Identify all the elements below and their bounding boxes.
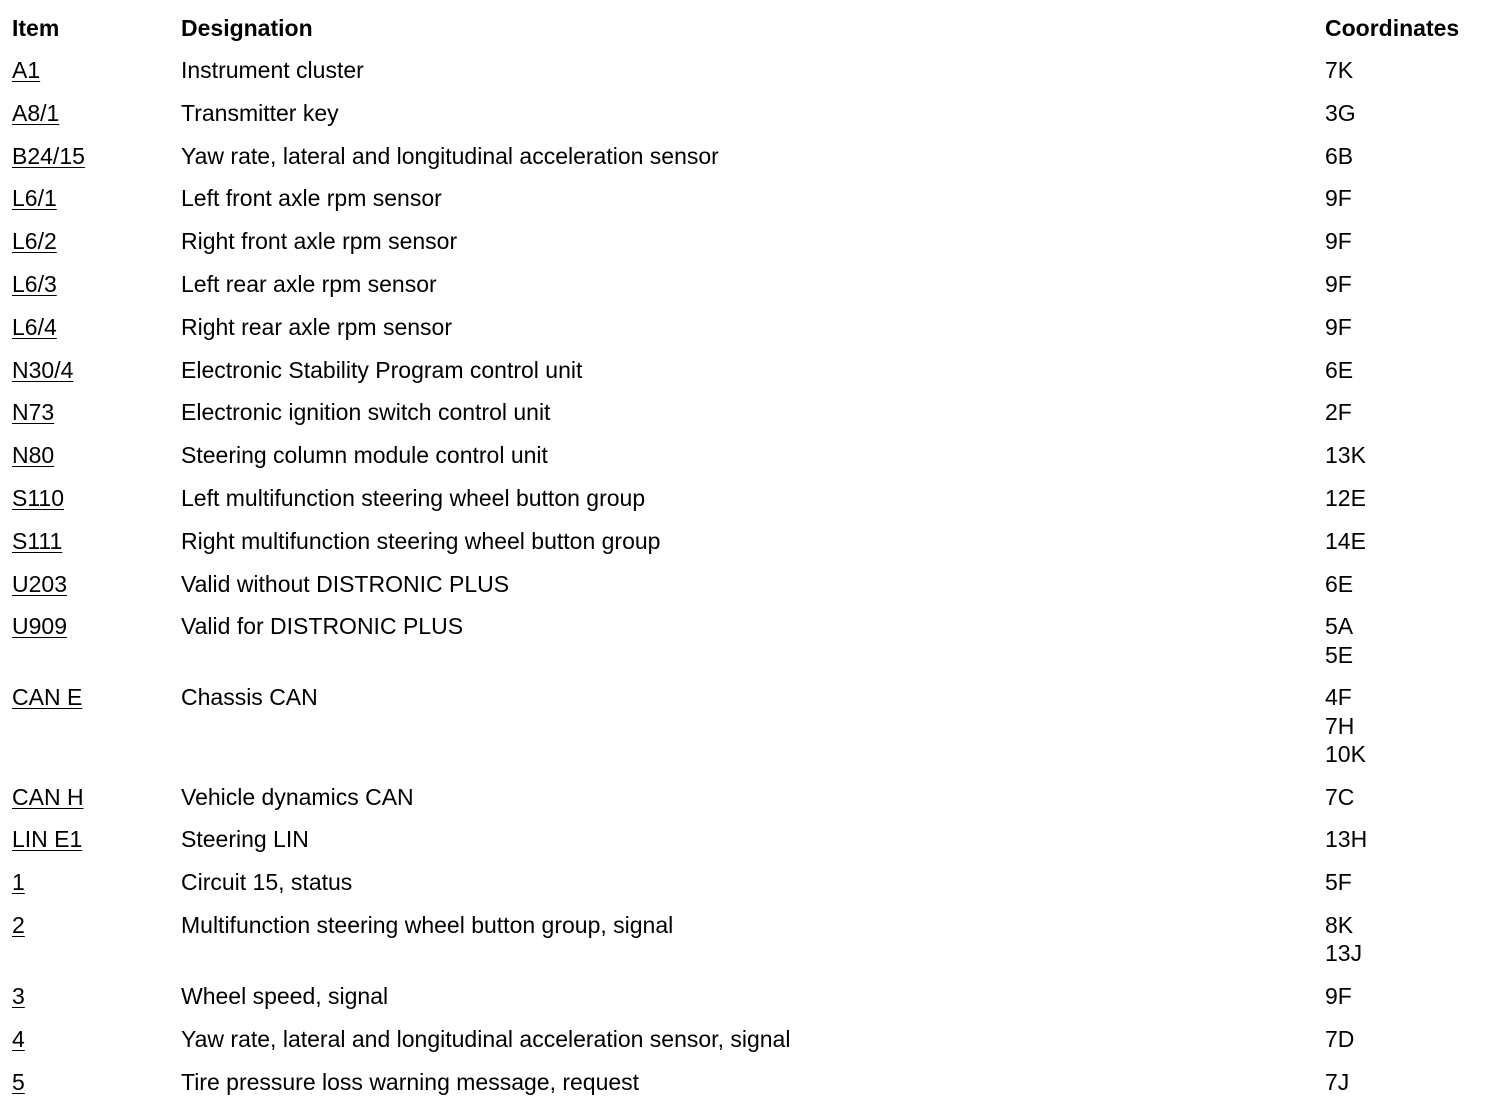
item-link[interactable]: N73 — [12, 399, 55, 426]
coordinates-cell — [1325, 441, 1504, 469]
coordinates-cell — [1325, 825, 1504, 853]
coordinate-value: 6E — [1325, 356, 1354, 383]
table-row — [0, 825, 1504, 868]
coordinate-value: 12E — [1325, 484, 1366, 511]
designation-text: Steering LIN — [181, 826, 309, 853]
coordinate-value: 13H — [1325, 826, 1368, 853]
coordinate-value: 7D — [1325, 1025, 1355, 1052]
designation-text: Tire pressure loss warning message, request — [181, 1068, 640, 1095]
coordinate-value: 9F — [1325, 982, 1352, 1009]
designation-text: Yaw rate, lateral and longitudinal acceleration sensor, signal — [181, 1025, 791, 1052]
table-row — [0, 484, 1504, 527]
coordinate-value: 9F — [1325, 228, 1352, 255]
item-link[interactable]: U203 — [12, 570, 67, 597]
coordinate-value: 2F — [1325, 399, 1352, 426]
designation-text: Valid without DISTRONIC PLUS — [181, 570, 510, 597]
coordinate-value: 9F — [1325, 270, 1352, 297]
designation-text: Electronic Stability Program control unit — [181, 356, 583, 383]
coordinates-cell — [1325, 1068, 1504, 1096]
item-link[interactable]: L6/3 — [12, 270, 57, 297]
designation-text: Left front axle rpm sensor — [181, 185, 442, 212]
coordinates-cell — [1325, 982, 1504, 1010]
item-link[interactable]: N80 — [12, 442, 55, 469]
table-row — [0, 313, 1504, 356]
item-link[interactable]: 1 — [12, 869, 25, 896]
table-row — [0, 441, 1504, 484]
coordinate-value: 13J — [1325, 940, 1363, 967]
item-link[interactable]: S111 — [12, 527, 63, 554]
designation-text: Transmitter key — [181, 99, 339, 126]
item-link[interactable]: L6/4 — [12, 313, 57, 340]
designation-text: Chassis CAN — [181, 684, 318, 711]
item-link[interactable]: CAN H — [12, 783, 84, 810]
coordinate-value: 14E — [1325, 527, 1366, 554]
designation-text: Vehicle dynamics CAN — [181, 783, 414, 810]
item-link[interactable]: L6/1 — [12, 185, 57, 212]
coordinate-value: 7C — [1325, 783, 1355, 810]
coordinate-value: 3G — [1325, 99, 1356, 126]
coordinate-value: 8K — [1325, 911, 1354, 938]
item-link[interactable]: 2 — [12, 911, 25, 938]
table-row — [0, 683, 1504, 782]
table-row — [0, 142, 1504, 185]
coordinates-cell — [1325, 313, 1504, 341]
coordinate-value: 7K — [1325, 57, 1354, 83]
coordinates-cell — [1325, 270, 1504, 298]
coordinate-value: 9F — [1325, 313, 1352, 340]
coordinate-value: 5A — [1325, 613, 1354, 640]
header-item: Item — [12, 15, 60, 41]
table-row — [0, 527, 1504, 570]
designation-text: Wheel speed, signal — [181, 982, 389, 1009]
coordinates-cell — [1325, 783, 1504, 811]
table-row — [0, 227, 1504, 270]
coordinates-cell — [1325, 683, 1504, 768]
table-row — [0, 56, 1504, 99]
item-link[interactable]: LIN E1 — [12, 826, 83, 853]
item-link[interactable]: CAN E — [12, 684, 83, 711]
item-link[interactable]: U909 — [12, 613, 67, 640]
table-row — [0, 1068, 1504, 1110]
item-link[interactable]: 3 — [12, 982, 25, 1009]
coordinates-cell — [1325, 527, 1504, 555]
coordinate-value: 4F — [1325, 684, 1352, 711]
table-row — [0, 1025, 1504, 1068]
table-row — [0, 184, 1504, 227]
table-row — [0, 911, 1504, 982]
coordinates-cell — [1325, 227, 1504, 255]
coordinate-value: 9F — [1325, 185, 1352, 212]
coordinates-cell — [1325, 570, 1504, 598]
coordinates-cell — [1325, 356, 1504, 384]
header-coordinates: Coordinates — [1325, 15, 1460, 41]
table-row — [0, 99, 1504, 142]
coordinates-cell — [1325, 184, 1504, 212]
coordinate-value: 6B — [1325, 142, 1354, 169]
coordinates-cell — [1325, 868, 1504, 896]
coordinates-cell — [1325, 484, 1504, 512]
item-link[interactable]: A1 — [12, 57, 41, 83]
designation-text: Instrument cluster — [181, 57, 364, 83]
designation-text: Yaw rate, lateral and longitudinal acceleration sensor — [181, 142, 719, 169]
coordinates-cell — [1325, 398, 1504, 426]
designation-text: Electronic ignition switch control unit — [181, 399, 551, 426]
designation-text: Right front axle rpm sensor — [181, 228, 458, 255]
designation-text: Multifunction steering wheel button group, signal — [181, 911, 674, 938]
coordinate-value: 5E — [1325, 641, 1354, 668]
item-link[interactable]: N30/4 — [12, 356, 74, 383]
designation-text: Right multifunction steering wheel button group — [181, 527, 661, 554]
designation-text: Valid for DISTRONIC PLUS — [181, 613, 464, 640]
coordinate-value: 7J — [1325, 1068, 1350, 1095]
designation-text: Left multifunction steering wheel button group — [181, 484, 646, 511]
designation-text: Right rear axle rpm sensor — [181, 313, 452, 340]
coordinates-cell — [1325, 56, 1504, 84]
item-link[interactable]: B24/15 — [12, 142, 85, 169]
table-row — [0, 868, 1504, 911]
item-link[interactable]: L6/2 — [12, 228, 57, 255]
table-body — [0, 56, 1504, 1110]
item-link[interactable]: 4 — [12, 1025, 25, 1052]
designation-text: Left rear axle rpm sensor — [181, 270, 437, 297]
table-row — [0, 570, 1504, 613]
designation-text: Steering column module control unit — [181, 442, 548, 469]
coordinate-value: 7H — [1325, 712, 1355, 739]
coordinate-value: 10K — [1325, 740, 1366, 767]
coordinate-value: 5F — [1325, 869, 1352, 896]
table-row — [0, 612, 1504, 683]
item-link[interactable]: A8/1 — [12, 99, 60, 126]
item-link[interactable]: 5 — [12, 1068, 25, 1095]
header-designation: Designation — [181, 15, 313, 41]
coordinates-cell — [1325, 99, 1504, 127]
table-row — [0, 783, 1504, 826]
coordinates-cell — [1325, 612, 1504, 668]
table-row — [0, 356, 1504, 399]
item-link[interactable]: S110 — [12, 484, 65, 511]
coordinates-cell — [1325, 1025, 1504, 1053]
coordinate-value: 6E — [1325, 570, 1354, 597]
table-row — [0, 982, 1504, 1025]
coordinates-cell — [1325, 911, 1504, 967]
table-row — [0, 398, 1504, 441]
table-row — [0, 270, 1504, 313]
coordinates-cell — [1325, 142, 1504, 170]
coordinate-value: 13K — [1325, 442, 1366, 469]
designation-text: Circuit 15, status — [181, 869, 353, 896]
